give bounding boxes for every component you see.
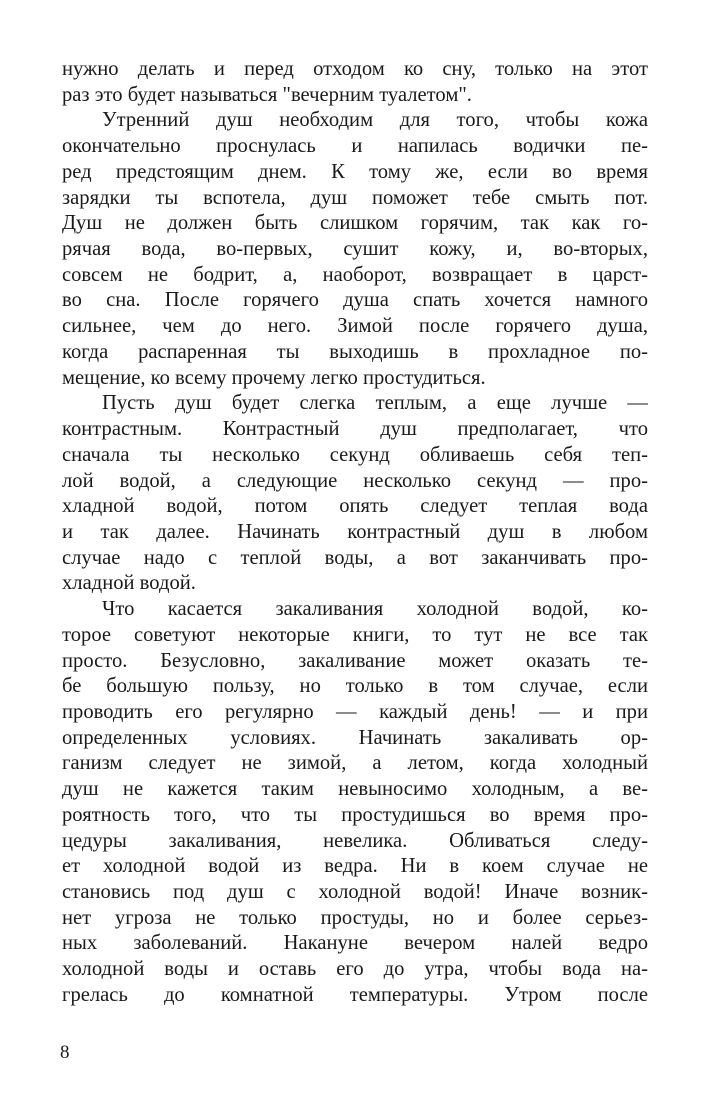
text-line: холодной воды и оставь его до утра, чтобы вода на- [62, 958, 648, 981]
text-line: ганизм следует не зимой, а летом, когда холодный [62, 752, 648, 775]
text-line: ет холодной водой из ведра. Ни в коем случае не [62, 855, 648, 878]
text-line: контрастным. Контрастный душ предполагает, что [62, 418, 648, 441]
text-line: хладной водой. [62, 572, 196, 595]
text-line: хладной водой, потом опять следует теплая вода [62, 495, 648, 518]
text-line: во сна. После горячего душа спать хочется намного [62, 289, 648, 312]
text-line: случае надо с теплой воды, а вот заканчивать про- [62, 546, 648, 569]
text-line: роятность того, что ты простудишься во время про- [62, 803, 648, 826]
text-line: сначала ты несколько секунд обливаешь себя теп- [62, 443, 648, 466]
page-number: 8 [60, 1042, 70, 1063]
text-line: и так далее. Начинать контрастный душ в любом [62, 520, 648, 543]
paragraph [62, 597, 648, 1009]
text-line: определенных условиях. Начинать закаливать ор- [62, 726, 648, 749]
text-line: душ не кажется таким невыносимо холодным, а ве- [62, 778, 648, 801]
paragraph [62, 391, 648, 597]
text-line: раз это будет называться "вечерним туалетом". [62, 83, 472, 106]
text-line: становись под душ с холодной водой! Иначе возник- [62, 881, 648, 903]
text-line: лой водой, а следующие несколько секунд — про- [62, 469, 648, 492]
text-line: нет угроза не только простуды, но и более серьез- [62, 906, 648, 929]
text-line: ред предстоящим днем. К тому же, если во время [62, 160, 648, 183]
text-line: рячая вода, во-первых, сушит кожу, и, во-вторых, [62, 238, 648, 261]
text-line: окончательно проснулась и напилась водички пе- [62, 135, 648, 158]
text-line: Пусть душ будет слегка теплым, а еще лучше — [102, 392, 648, 415]
text-line: Что касается закаливания холодной водой, ко- [102, 598, 648, 621]
text-line: проводить его регулярно — каждый день! — и при [62, 700, 648, 723]
text-line: когда распаренная ты выходишь в прохладное по- [62, 340, 648, 363]
body-text [62, 57, 648, 1009]
text-line: бе большую пользу, но только в том случае, если [62, 675, 648, 698]
text-line: цедуры закаливания, невелика. Обливаться следу- [62, 829, 648, 852]
text-line: сильнее, чем до него. Зимой после горячего душа, [62, 315, 648, 338]
text-line: ных заболеваний. Накануне вечером налей ведро [62, 932, 648, 955]
paragraph [62, 57, 648, 108]
text-line: мещение, ко всему прочему легко простудиться. [62, 366, 486, 389]
text-line: грелась до комнатной температуры. Утром после [62, 983, 648, 1006]
paragraph [62, 108, 648, 391]
text-line: торое советуют некоторые книги, то тут не все так [62, 623, 648, 646]
text-line: Утренний душ необходим для того, чтобы кожа [102, 109, 648, 132]
text-line: нужно делать и перед отходом ко сну, только на этот [62, 58, 648, 80]
text-line: просто. Безусловно, закаливание может оказать те- [62, 649, 648, 672]
text-line: совсем не бодрит, а, наоборот, возвращает в царст- [62, 263, 648, 286]
text-line: Душ не должен быть слишком горячим, так как го- [62, 212, 648, 235]
text-line: зарядки ты вспотела, душ поможет тебе смыть пот. [62, 186, 648, 209]
